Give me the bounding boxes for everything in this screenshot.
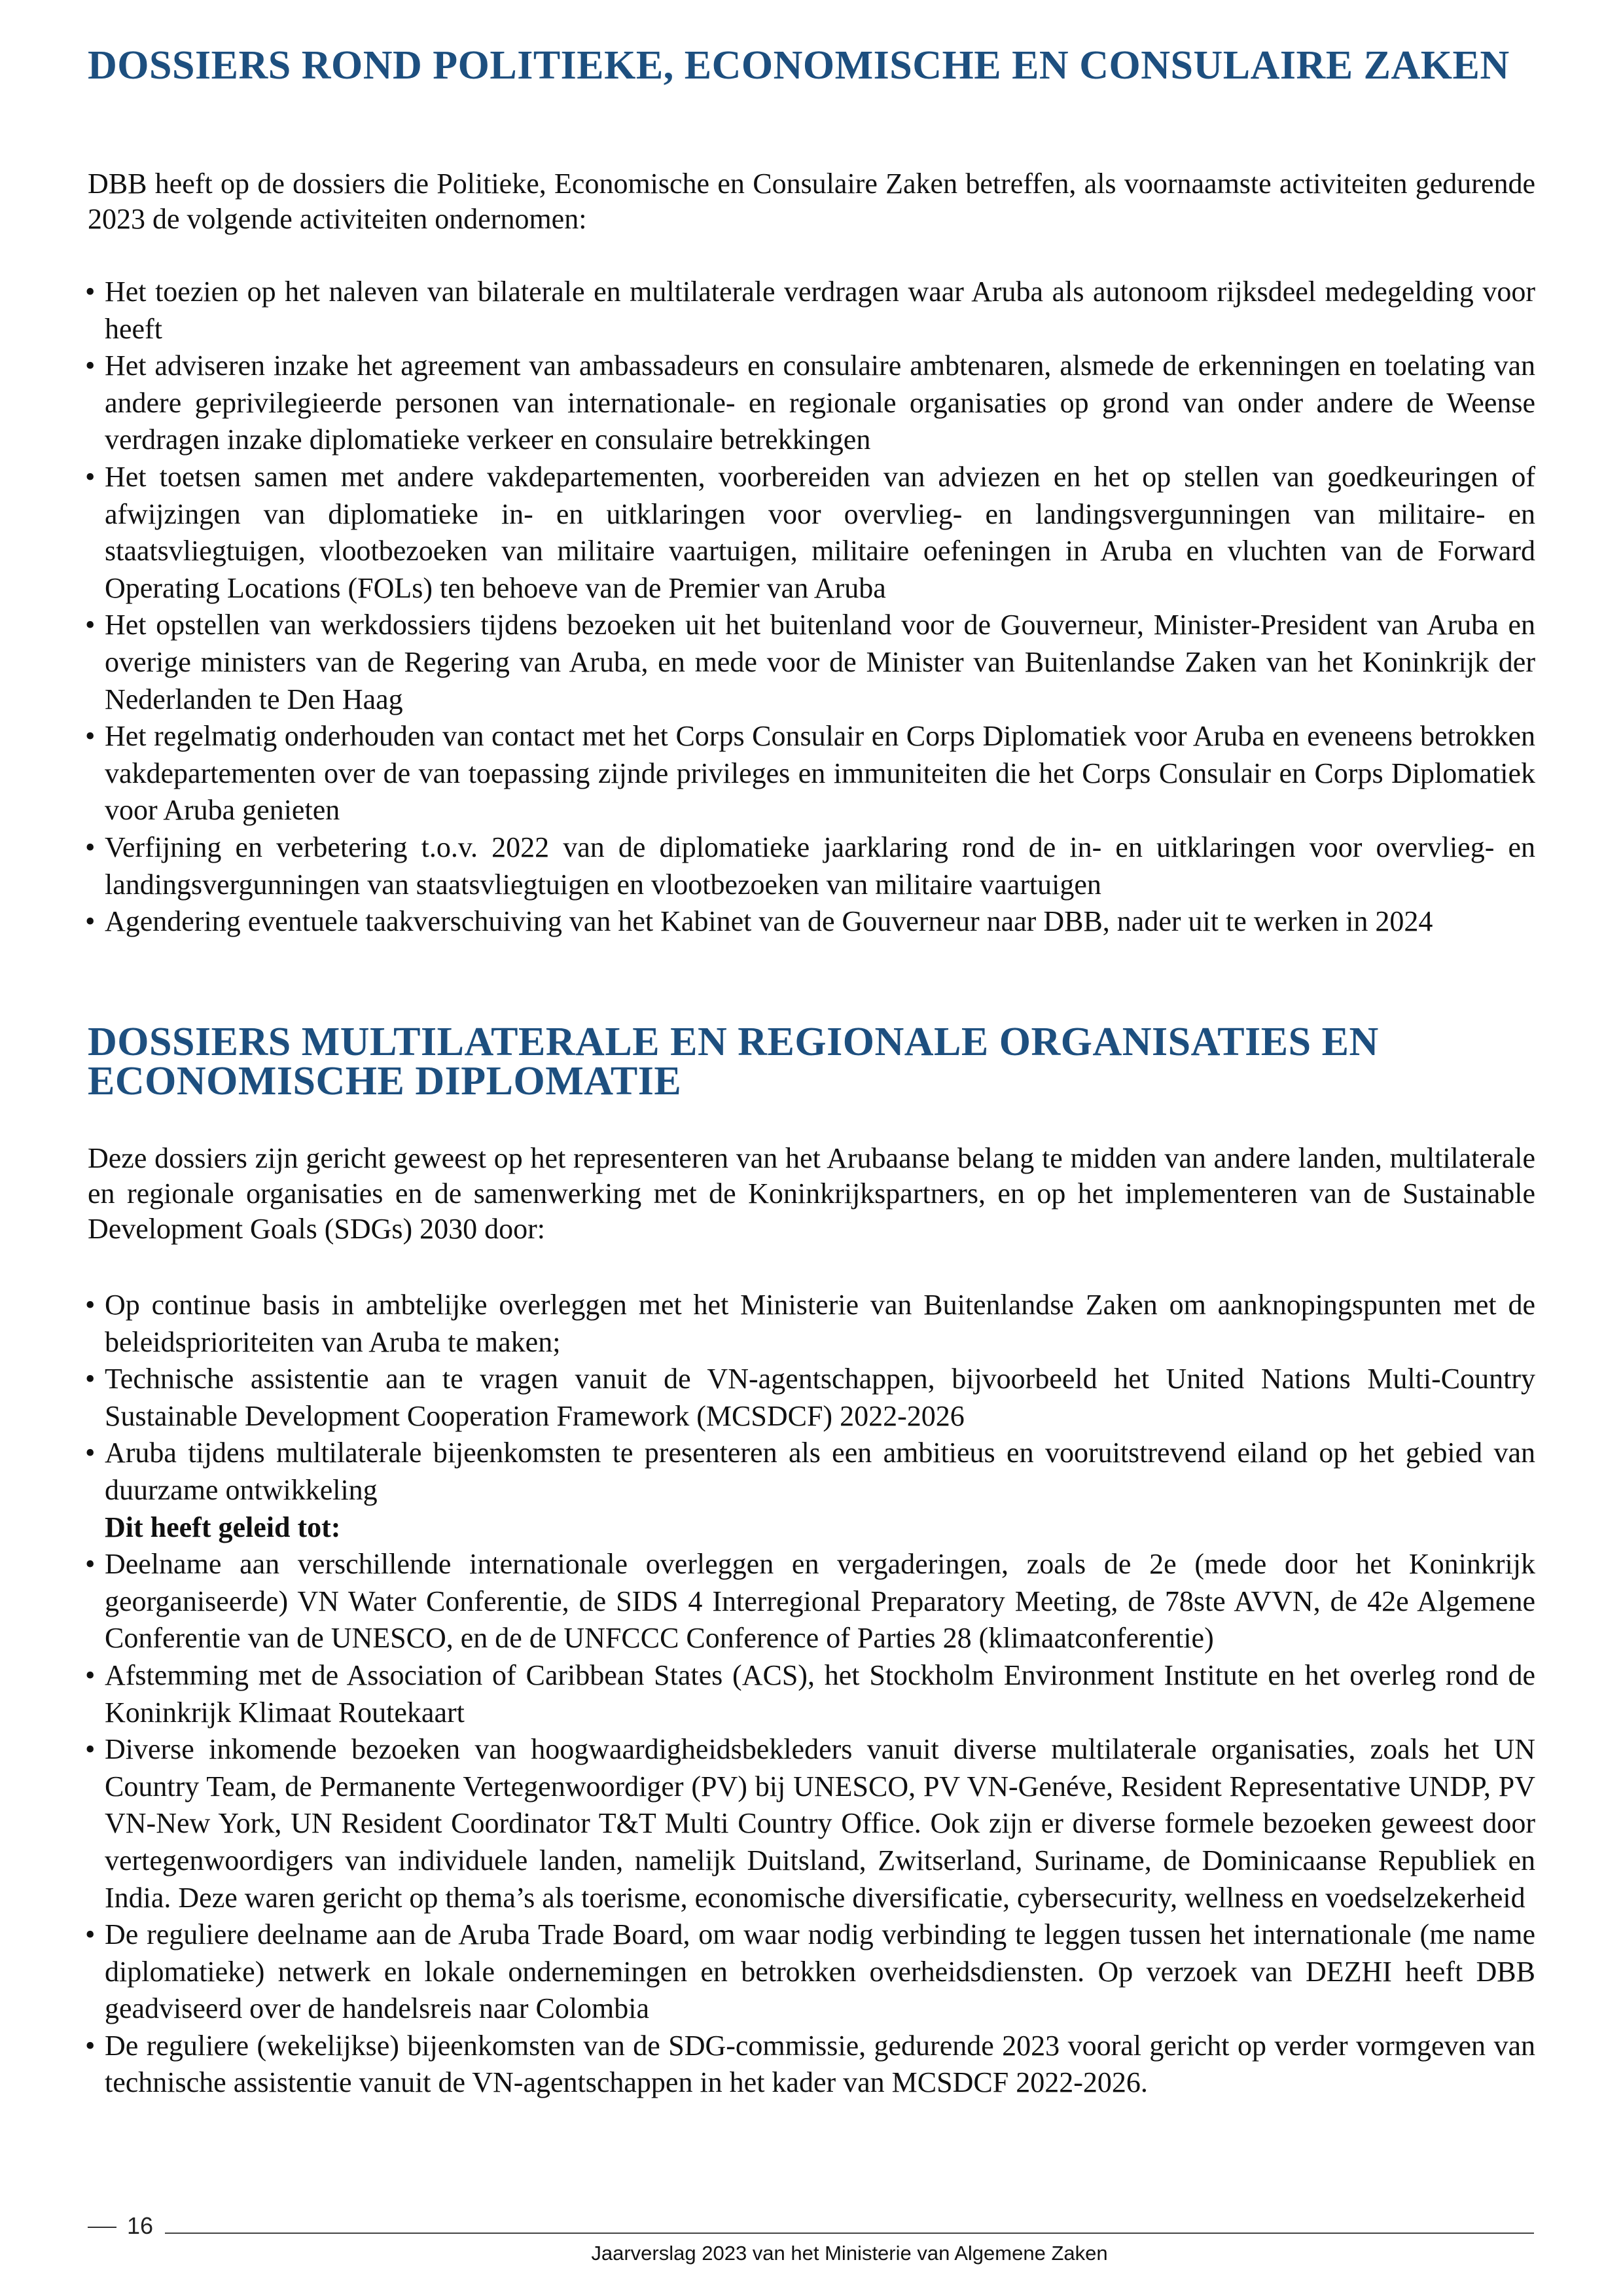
footer-title: Jaarverslag 2023 van het Ministerie van Algemene Zaken: [591, 2242, 1108, 2265]
list-item-text: Op continue basis in ambtelijke overleggen met het Ministerie van Buitenlandse Zaken om aanknopingspunten met de beleidsprioriteiten van Aruba te maken;: [105, 1289, 1535, 1358]
list-item: [85, 2028, 1535, 2102]
bullet-icon: •: [85, 720, 96, 753]
page-number-value: 16: [127, 2212, 154, 2239]
list-item-text: Diverse inkomende bezoeken van hoogwaardigheidsbekleders vanuit diverse multilaterale organisaties, zoals het UN Country Team, de Permanente Vertegenwoordiger (PV) bij UNESCO, PV VN-Genéve, Resident Representative UNDP, PV VN-New York, UN Resident Coordinator T&T Multi Country Office. Ook zijn er diverse formele bezoeken geweest door vertegenwoordigers van individuele landen, namelijk Duitsland, Zwitserland, Suriname, de Dominicaanse Republiek en India. Deze waren gericht op thema’s als toerisme, economische diversificatie, cybersecurity, wellness en voedselzekerheid: [105, 1733, 1535, 1914]
list-item-text: Technische assistentie aan te vragen vanuit de VN-agentschappen, bijvoorbeeld het United Nations Multi-Country Sustainable Development Cooperation Framework (MCSDCF) 2022-2026: [105, 1363, 1535, 1432]
bullet-icon: •: [85, 1437, 96, 1469]
list-item: [85, 1916, 1535, 2028]
section-intro-politieke-zaken: DBB heeft op de dossiers die Politieke, Economische en Consulaire Zaken betreffen, als voornaamste activiteiten gedurende 2023 de volgende activiteiten ondernomen:: [88, 168, 1535, 235]
list-item-text: Aruba tijdens multilaterale bijeenkomsten te presenteren als een ambitieus en vooruitstrevend eiland op het gebied van duurzame ontwikkeling: [105, 1437, 1535, 1506]
section-heading-multilaterale-organisaties: DOSSIERS MULTILATERALE EN REGIONALE ORGANISATIES EN ECONOMISCHE DIPLOMATIE: [88, 1020, 1379, 1103]
list-item-text: Afstemming met de Association of Caribbean States (ACS), het Stockholm Environment Institute en het overleg rond de Koninkrijk Klimaat Routekaart: [105, 1659, 1535, 1729]
list-item: [85, 829, 1535, 903]
list-item-text: De reguliere (wekelijkse) bijeenkomsten van de SDG-commissie, gedurende 2023 vooral gericht op verder vormgeven van technische assistentie vanuit de VN-agentschappen in het kader van MCSDCF 2022-2026.: [105, 2029, 1535, 2099]
list-item: [85, 1287, 1535, 1361]
bullet-icon: •: [85, 460, 96, 493]
list-item: [85, 274, 1535, 348]
list-item-text: Het toetsen samen met andere vakdepartementen, voorbereiden van adviezen en het op stellen van goedkeuringen of afwijzingen van diplomatieke in- en uitklaringen voor overvlieg- en landingsvergunningen van militaire- en staatsvliegtuigen, vlootbezoeken van militaire vaartuigen, militaire oefeningen in Aruba en vluchten van de Forward Operating Locations (FOLs) ten behoeve van de Premier van Aruba: [105, 460, 1535, 604]
bullet-icon: •: [85, 2029, 96, 2062]
list-item-text: De reguliere deelname aan de Aruba Trade Board, om waar nodig verbinding te leggen tussen het internationale (me name diplomatieke) netwerk en lokale ondernemingen en betrokken overheidsdiensten. Op verzoek van DEZHI heeft DBB geadviseerd over de handelsreis naar Colombia: [105, 1918, 1535, 2025]
list-item: [85, 1731, 1535, 1916]
list-item: [85, 1657, 1535, 1731]
list-item: [85, 1435, 1535, 1509]
list-item-text: Deelname aan verschillende internationale overleggen en vergaderingen, zoals de 2e (mede door het Koninkrijk georganiseerde) VN Water Conferentie, de SIDS 4 Interregional Preparatory Meeting, de 78ste AVVN, de 42e Algemene Conferentie van de UNESCO, en de de UNFCCC Conference of Parties 28 (klimaatconferentie): [105, 1548, 1535, 1655]
page-number: [88, 2212, 153, 2240]
list-item-text: Het regelmatig onderhouden van contact met het Corps Consulair en Corps Diplomatiek voor Aruba en eveneens betrokken vakdepartementen over de van toepassing zijnde privileges en immuniteiten die het Corps Consulair en Corps Diplomatiek voor Aruba genieten: [105, 720, 1535, 827]
list-item: [85, 607, 1535, 718]
bullet-icon: •: [85, 1918, 96, 1951]
bullet-icon: •: [85, 831, 96, 863]
list-item: [85, 903, 1535, 941]
list-item-text: Verfijning en verbetering t.o.v. 2022 van de diplomatieke jaarklaring rond de in- en uitklaringen voor overvlieg- en landingsvergunningen van staatsvliegtuigen en vlootbezoeken van militaire vaartuigen: [105, 831, 1535, 901]
bullet-icon: •: [85, 905, 96, 938]
list-item: [85, 348, 1535, 459]
bullet-icon: •: [85, 1733, 96, 1766]
list-subheading: Dit heeft geleid tot:: [105, 1511, 341, 1543]
bullet-icon: •: [85, 350, 96, 382]
bullet-list-multilaterale-organisaties: [85, 1287, 1535, 2102]
bullet-icon: •: [85, 1659, 96, 1691]
list-item-text: Het adviseren inzake het agreement van ambassadeurs en consulaire ambtenaren, alsmede de erkenningen en toelating van andere geprivilegieerde personen van internationale- en regionale organisaties op grond van onder andere de Weense verdragen inzake diplomatieke verkeer en consulaire betrekkingen: [105, 350, 1535, 456]
bullet-icon: •: [85, 609, 96, 641]
footer-divider: [165, 2233, 1534, 2234]
list-item-text: Agendering eventuele taakverschuiving van het Kabinet van de Gouverneur naar DBB, nader uit te werken in 2024: [105, 905, 1433, 938]
page-number-dash: [88, 2227, 116, 2228]
bullet-icon: •: [85, 1548, 96, 1581]
list-item: [85, 718, 1535, 829]
section-intro-multilaterale-organisaties: Deze dossiers zijn gericht geweest op het representeren van het Arubaanse belang te midden van andere landen, multilaterale en regionale organisaties en de samenwerking met de Koninkrijkspartners, en op het implementeren van de Sustainable Development Goals (SDGs) 2030 door:: [88, 1142, 1535, 1245]
list-item-text: Het toezien op het naleven van bilaterale en multilaterale verdragen waar Aruba als autonoom rijksdeel medegelding voor heeft: [105, 276, 1535, 345]
bullet-icon: •: [85, 1289, 96, 1321]
bullet-icon: •: [85, 276, 96, 308]
bullet-list-politieke-zaken: [85, 274, 1535, 941]
bullet-icon: •: [85, 1363, 96, 1395]
section-heading-politieke-zaken: DOSSIERS ROND POLITIEKE, ECONOMISCHE EN CONSULAIRE ZAKEN: [88, 43, 1510, 88]
list-item: [85, 1361, 1535, 1435]
list-item: [85, 1546, 1535, 1657]
list-item: [85, 459, 1535, 607]
list-item-text: Het opstellen van werkdossiers tijdens bezoeken uit het buitenland voor de Gouverneur, Minister-President van Aruba en overige ministers van de Regering van Aruba, en mede voor de Minister van Buitenlandse Zaken van het Koninkrijk der Nederlanden te Den Haag: [105, 609, 1535, 715]
